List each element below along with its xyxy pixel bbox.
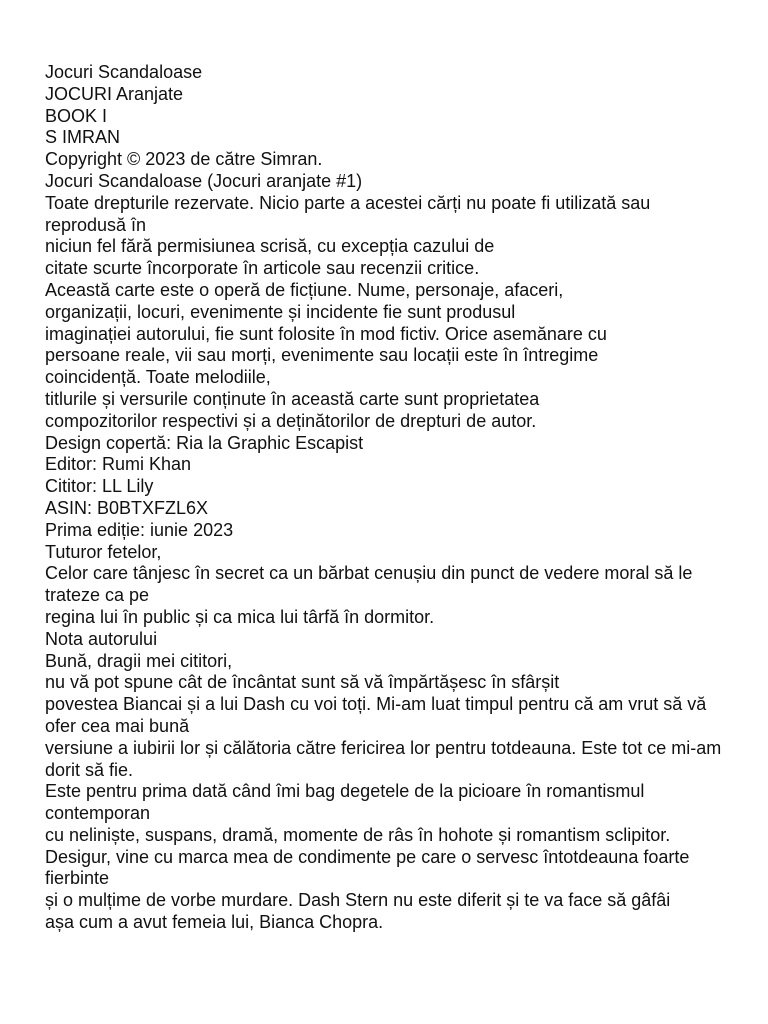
fiction-disclaimer-line: Această carte este o operă de ficțiune. Nume, personaje, afaceri, <box>45 279 564 300</box>
author-note-line: Este pentru prima dată când îmi bag degetele de la picioare în romantismul contemporan <box>45 781 645 824</box>
author-note-greeting: Bună, dragii mei cititori, <box>45 650 233 671</box>
book-number: BOOK I <box>45 105 108 126</box>
fiction-disclaimer-line: coincidență. Toate melodiile, <box>45 367 271 388</box>
author-note-line: Desigur, vine cu marca mea de condimente pe care o servesc întotdeauna foarte fierbinte <box>45 846 690 889</box>
copyright-line: Copyright © 2023 de către Simran. <box>45 149 323 170</box>
author-note-line: și o mulțime de vorbe murdare. Dash Stern nu este diferit și te va face să gâfâi <box>45 890 671 911</box>
editor-credit: Editor: Rumi Khan <box>45 454 192 475</box>
cover-design-credit: Design copertă: Ria la Graphic Escapist <box>45 432 364 453</box>
fiction-disclaimer-line: organizații, locuri, evenimente și incidente fie sunt produsul <box>45 301 516 322</box>
title-series-line: Jocuri Scandaloase (Jocuri aranjate #1) <box>45 170 363 191</box>
series-title: JOCURI Aranjate <box>45 83 184 104</box>
document-page <box>45 62 727 934</box>
dedication-text-line: regina lui în public și ca mica lui târfă în dormitor. <box>45 606 435 627</box>
author-note-heading: Nota autorului <box>45 628 158 649</box>
reader-credit: Cititor: LL Lily <box>45 476 154 497</box>
author-note-line: povestea Biancai și a lui Dash cu voi toți. Mi-am luat timpul pentru că am vrut să vă ofer cea mai bună <box>45 694 707 736</box>
first-edition-line: Prima ediție: iunie 2023 <box>45 519 234 540</box>
author-name: S IMRAN <box>45 127 121 148</box>
rights-text-line: citate scurte încorporate în articole sau recenzii critice. <box>45 258 480 279</box>
author-note-line: așa cum a avut femeia lui, Bianca Chopra. <box>45 912 384 933</box>
book-title: Jocuri Scandaloase <box>45 62 203 82</box>
songs-disclaimer-line: titlurile și versurile conținute în această carte sunt proprietatea <box>45 388 540 409</box>
rights-text-line: Toate drepturile rezervate. Nicio parte a acestei cărți nu poate fi utilizată sau reprodusă în <box>45 192 651 235</box>
author-note-line: cu neliniște, suspans, dramă, momente de râs în hohote și romantism sclipitor. <box>45 824 671 845</box>
rights-text-line: niciun fel fără permisiunea scrisă, cu excepția cazului de <box>45 236 495 257</box>
author-note-line: nu vă pot spune cât de încântat sunt să vă împărtășesc în sfârșit <box>45 672 560 693</box>
dedication-heading: Tuturor fetelor, <box>45 541 162 562</box>
fiction-disclaimer-line: persoane reale, vii sau morți, evenimente sau locații este în întregime <box>45 345 599 366</box>
dedication-text-line: Celor care tânjesc în secret ca un bărbat cenușiu din punct de vedere moral să le trateze ca pe <box>45 563 693 606</box>
asin-line: ASIN: B0BTXFZL6X <box>45 497 209 518</box>
fiction-disclaimer-line: imaginației autorului, fie sunt folosite în mod fictiv. Orice asemănare cu <box>45 323 607 344</box>
author-note-line: versiune a iubirii lor și călătoria către fericirea lor pentru totdeauna. Este tot ce mi-am dorit să fie. <box>45 737 722 780</box>
songs-disclaimer-line: compozitorilor respectivi și a deținătorilor de drepturi de autor. <box>45 410 537 431</box>
